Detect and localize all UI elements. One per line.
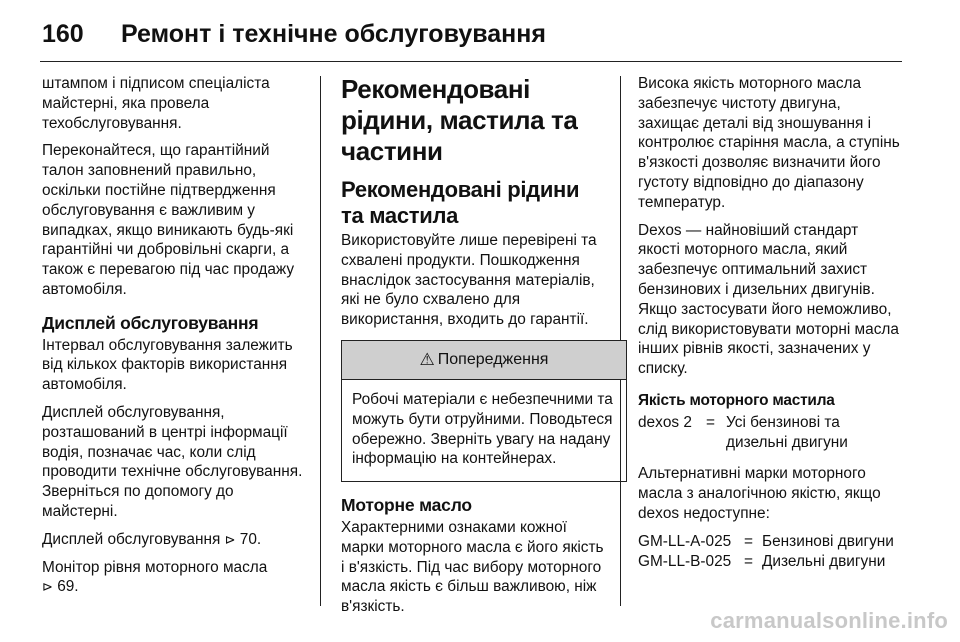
oil-quality-paragraph: Висока якість моторного масла забезпечує чистоту двигуна, захищає деталі від зношування і контролює старіння масла, а ступінь в'язкості дозволяє визначити його густоту відповідно до діапазону температур. xyxy=(638,75,900,211)
page-ref-link[interactable]: 69. xyxy=(57,578,79,596)
dexos-paragraph: Dexos — найновіший стандарт якості моторного масла, який забезпечує оптимальний захист бензинових і дизельних двигунів. Якщо застосувати його неможливо, слід використовувати моторні масла інших рівнів якості, зазначених у списку. xyxy=(638,221,899,378)
service-display-heading: Дисплей обслуговування xyxy=(42,312,259,333)
column-1 xyxy=(42,74,308,605)
warning-header xyxy=(342,341,626,380)
spec-row: dexos 2 = Усі бензинові та дизельні двигуни xyxy=(638,413,848,451)
grade-row: GM-LL-B-025 = Дизельні двигуни xyxy=(638,552,886,570)
warning-label: Попередження xyxy=(437,351,549,369)
page-title: Ремонт і технічне обслуговування xyxy=(121,19,546,48)
column-divider-1 xyxy=(320,76,321,606)
warranty-paragraph: штампом і підписом спеціаліста майстерні, яка провела техобслуговування. xyxy=(42,75,270,132)
column-3 xyxy=(638,74,902,571)
warranty-check-paragraph: Переконайтеся, що гарантійний талон заповнений правильно, оскільки постійне підтвердження обслуговування є важливим у випадках, якщо виникають будь-які гарантійні чи добровільні скарги, а також є перевагою під час продажу автомобіля. xyxy=(42,142,295,298)
oil-monitor-ref: Монітор рівня моторного масла ⊳ 69. xyxy=(42,558,268,596)
page-header xyxy=(42,14,546,54)
approved-products-paragraph: Використовуйте лише перевірені та схвалені продукти. Пошкодження внаслідок застосування матеріалів, які не було схвалено для використання, входить до гарантії. xyxy=(341,232,597,329)
page-number: 160 xyxy=(42,19,84,48)
watermark: carmanualsonline.info xyxy=(710,608,948,633)
section-heading: Рекомендовані рідини, мастила та частини xyxy=(341,74,578,166)
warning-box xyxy=(341,340,627,482)
oil-quality-heading: Якість моторного мастила xyxy=(638,391,835,409)
subsection-heading: Рекомендовані рідини та мастила xyxy=(341,177,580,228)
warning-text: Робочі матеріали є небезпечними та можуть бути отруйними. Поводьтеся обережно. Зверніть увагу на надану інформацію на контейнерах. xyxy=(352,390,613,468)
alternative-oils-paragraph: Альтернативні марки моторного масла з аналогічною якістю, якщо dexos недоступне: xyxy=(638,465,881,522)
warning-icon: ⚠ xyxy=(419,350,435,370)
page-ref-link[interactable]: 70. xyxy=(239,530,262,548)
header-divider xyxy=(40,61,902,62)
page-ref-icon: ⊳ xyxy=(42,579,53,595)
engine-oil-paragraph: Характерними ознаками кожної марки моторного масла є його якість і в'язкість. Під час вибору моторного масла якість є більш важливою, ніж в'язкість. xyxy=(341,518,604,616)
service-display-paragraph: Дисплей обслуговування, розташований в центрі інформації водія, позначає час, коли слід проводити технічне обслуговування. Зверніться по допомогу до майстерні. xyxy=(42,403,303,520)
grade-row: GM-LL-A-025 = Бензинові двигуни xyxy=(638,532,894,550)
service-interval-paragraph: Інтервал обслуговування залежить від кількох факторів використання автомобіля. xyxy=(42,336,293,394)
page-ref-icon: ⊳ xyxy=(224,531,236,547)
engine-oil-heading: Моторне масло xyxy=(341,495,472,516)
column-2 xyxy=(341,74,613,625)
service-display-ref: Дисплей обслуговування ⊳ 70. xyxy=(42,530,262,548)
